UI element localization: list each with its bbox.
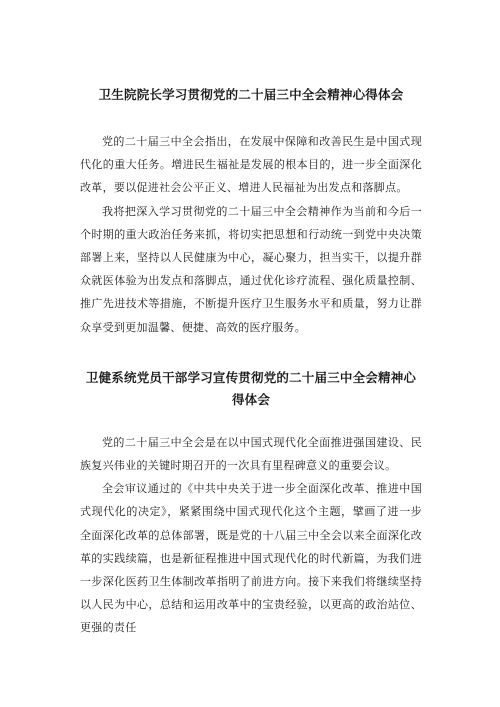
article-1-paragraph: 我将把深入学习贯彻党的二十届三中全会精神作为当前和今后一个时期的重大政治任务来抓，将切实把思想和行动统一到党中央决策部署上来，坚持以人民健康为中心，凝心聚力，担当实干，以提升群众就医体验为出发点和落脚点，通过优化诊疗流程、强化质量控制、推广先进技术等措施，不断提升医疗卫生服务水平和质量，努力让群众享受到更加温馨、便捷、高效的医疗服务。	[80, 204, 422, 334]
article-1-paragraph: 党的二十届三中全会指出，在发展中保障和改善民生是中国式现代化的重大任务。增进民生福祉是发展的根本目的，进一步全面深化改革，要以促进社会公平正义、增进人民福祉为出发点和落脚点。	[80, 135, 422, 195]
article-2-body	[80, 431, 422, 640]
article-1-title: 卫生院院长学习贯彻党的二十届三中全会精神心得体会	[98, 87, 404, 102]
article-2-paragraph: 全会审议通过的《中共中央关于进一步全面深化改革、推进中国式现代化的决定》，紧紧围绕中国式现代化这个主题，擘画了进一步全面深化改革的总体部署，既是党的十八届三中全会以来全面深化改革的实践续篇，也是新征程推进中国式现代化的时代新篇，为我们进一步深化医药卫生体制改革指明了前进方向。接下来我们将继续坚持以人民为中心，总结和运用改革中的宝贵经验，以更高的政治站位、更强的责任	[80, 482, 422, 635]
article-2-title-line-1: 卫健系统党员干部学习宣传贯彻党的二十届三中全会精神心	[85, 369, 417, 385]
article-2-title-line-2: 得体会	[231, 391, 271, 407]
article-1-body	[80, 130, 422, 339]
article-2-title	[80, 367, 422, 411]
article-2-paragraph: 党的二十届三中全会是在以中国式现代化全面推进强国建设、民族复兴伟业的关键时期召开的一次具有里程碑意义的重要会议。	[80, 435, 422, 473]
